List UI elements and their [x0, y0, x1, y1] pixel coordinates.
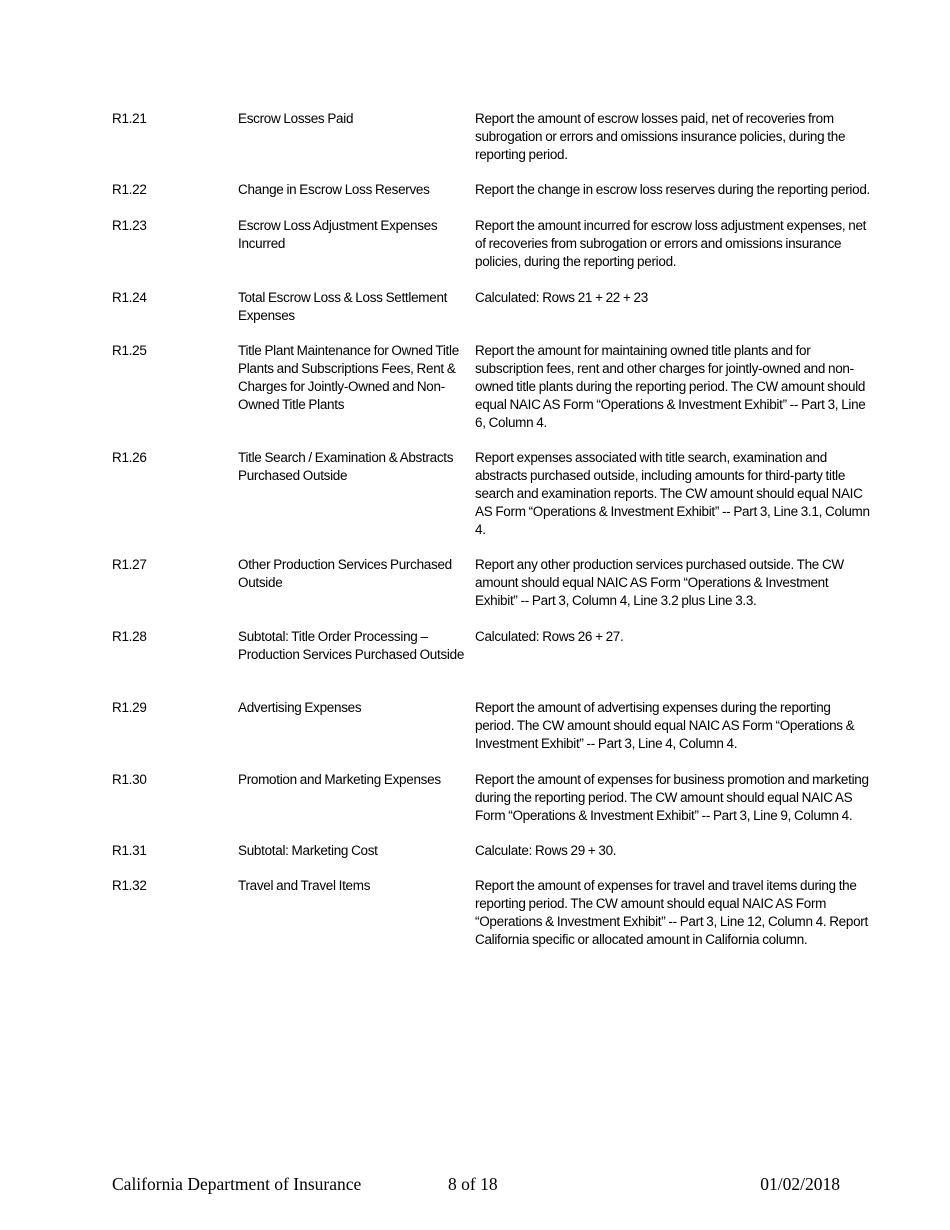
- row-code: R1.21: [112, 111, 147, 126]
- footer-date: 01/02/2018: [760, 1174, 840, 1194]
- row-name: Travel and Travel Items: [238, 878, 371, 893]
- row-description: Report the amount of advertising expenses during the reporting period. The CW amount should equal NAIC AS Form “Operations & Investment Exhibit” -- Part 3, Line 4, Column 4.: [475, 700, 855, 751]
- row-name: Subtotal: Marketing Cost: [238, 843, 378, 858]
- row-description: Report the amount of expenses for business promotion and marketing during the reporting period. The CW amount should equal NAIC AS Form “Operations & Investment Exhibit” -- Part 3, Line 9, Column 4.: [475, 772, 869, 823]
- row-r1-22: [112, 181, 872, 199]
- row-description: Report the change in escrow loss reserves during the reporting period.: [475, 182, 870, 197]
- row-code: R1.27: [112, 557, 147, 572]
- row-description: Report the amount for maintaining owned title plants and for subscription fees, rent and other charges for jointly-owned and non-owned title plants during the reporting period. The CW amount should equal NAIC AS Form “Operations & Investment Exhibit” -- Part 3, Line 6, Column 4.: [475, 343, 866, 430]
- row-name: Escrow Loss Adjustment Expenses Incurred: [238, 218, 438, 251]
- row-code: R1.23: [112, 218, 147, 233]
- row-code: R1.26: [112, 450, 147, 465]
- row-description: Report expenses associated with title search, examination and abstracts purchased outside, including amounts for third-party title search and examination reports. The CW amount should equal NAIC AS Form “Operations & Investment Exhibit” -- Part 3, Line 3.1, Column 4.: [475, 450, 870, 537]
- row-code: R1.29: [112, 700, 147, 715]
- definitions-list: [112, 110, 872, 949]
- row-r1-31: [112, 842, 872, 860]
- row-code: R1.25: [112, 343, 147, 358]
- row-name: Title Search / Examination & Abstracts Purchased Outside: [238, 450, 454, 483]
- row-description: Calculated: Rows 26 + 27.: [475, 629, 624, 644]
- row-code: R1.24: [112, 290, 147, 305]
- row-name: Total Escrow Loss & Loss Settlement Expenses: [238, 290, 448, 323]
- row-name: Escrow Losses Paid: [238, 111, 354, 126]
- row-name: Promotion and Marketing Expenses: [238, 772, 441, 787]
- row-name: Other Production Services Purchased Outside: [238, 557, 452, 590]
- row-description: Report the amount incurred for escrow loss adjustment expenses, net of recoveries from subrogation or errors and omissions insurance policies, during the reporting period.: [475, 218, 867, 269]
- row-r1-32: [112, 877, 872, 949]
- row-r1-21: [112, 110, 872, 164]
- row-r1-24: [112, 289, 872, 325]
- row-code: R1.22: [112, 182, 147, 197]
- row-name: Subtotal: Title Order Processing – Production Services Purchased Outside: [238, 629, 465, 662]
- row-name: Advertising Expenses: [238, 700, 362, 715]
- footer-organization: California Department of Insurance: [112, 1174, 362, 1194]
- row-name: Title Plant Maintenance for Owned Title Plants and Subscriptions Fees, Rent & Charges for Jointly-Owned and Non-Owned Title Plants: [238, 343, 459, 412]
- row-name: Change in Escrow Loss Reserves: [238, 182, 430, 197]
- row-description: Calculated: Rows 21 + 22 + 23: [475, 290, 648, 305]
- row-r1-28: [112, 628, 872, 682]
- footer-page-number: 8 of 18: [448, 1174, 498, 1194]
- row-r1-25: [112, 342, 872, 432]
- row-description: Report the amount of expenses for travel and travel items during the reporting period. The CW amount should equal NAIC AS Form “Operations & Investment Exhibit” -- Part 3, Line 12, Column 4. Report California specific or allocated amount in California column.: [475, 878, 868, 947]
- row-description: Report the amount of escrow losses paid, net of recoveries from subrogation or errors and omissions insurance policies, during the reporting period.: [475, 111, 846, 162]
- row-r1-26: [112, 449, 872, 539]
- row-r1-27: [112, 556, 872, 610]
- row-description: Report any other production services purchased outside. The CW amount should equal NAIC AS Form “Operations & Investment Exhibit” -- Part 3, Column 4, Line 3.2 plus Line 3.3.: [475, 557, 844, 608]
- row-code: R1.28: [112, 629, 147, 644]
- row-r1-23: [112, 217, 872, 271]
- row-code: R1.31: [112, 843, 147, 858]
- row-r1-30: [112, 771, 872, 825]
- page-footer: [112, 1172, 840, 1196]
- row-r1-29: [112, 699, 872, 753]
- row-code: R1.32: [112, 878, 147, 893]
- row-code: R1.30: [112, 772, 147, 787]
- row-description: Calculate: Rows 29 + 30.: [475, 843, 617, 858]
